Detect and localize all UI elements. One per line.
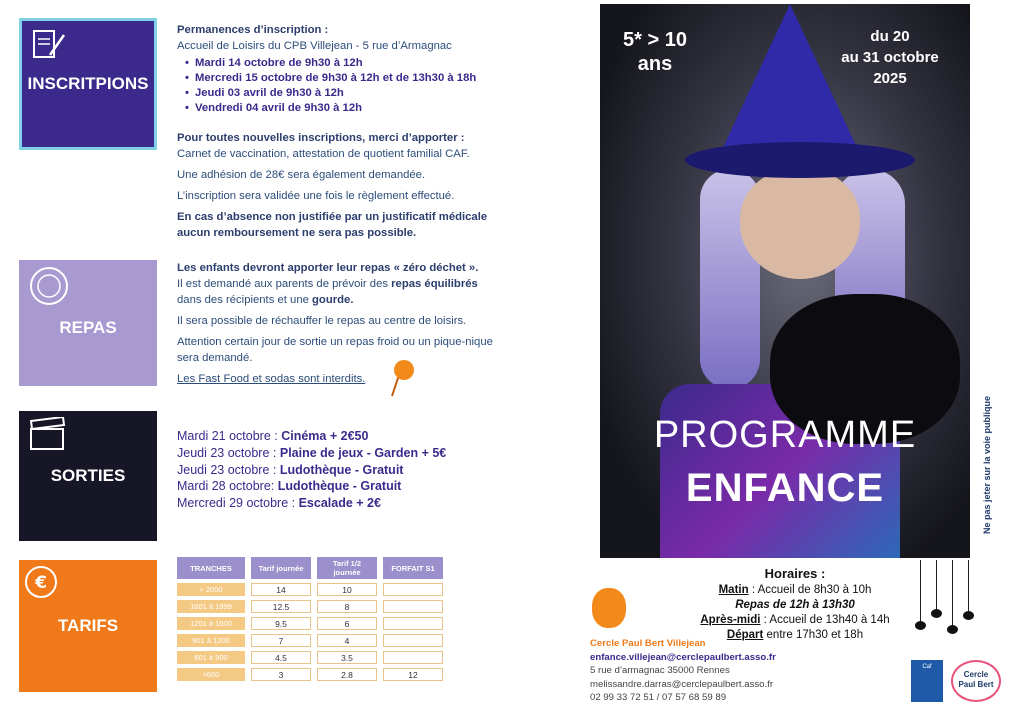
inscription-date: • Jeudi 03 avril de 9h30 à 12h xyxy=(185,86,507,101)
contact-block xyxy=(590,637,776,705)
horaires-repas: Repas de 12h à 13h30 xyxy=(735,599,855,611)
repas-line3: Il sera possible de réchauffer le repas au centre de loisirs. xyxy=(177,315,467,327)
contact-address: 5 rue d’armagnac 35000 Rennes xyxy=(590,665,730,676)
pumpkin-icon xyxy=(592,588,626,628)
inscription-date: • Vendredi 04 avril de 9h30 à 12h xyxy=(185,101,507,116)
new-inscription-title: Pour toutes nouvelles inscriptions, merci d’apporter : xyxy=(177,132,465,144)
repas-line1: Les enfants devront apporter leur repas « zéro déchet ». xyxy=(177,262,479,274)
plate-icon xyxy=(27,264,71,308)
spider-icon xyxy=(968,560,969,612)
horaires-apm: Après-midi : Accueil de 13h40 à 14h xyxy=(700,614,890,626)
poster-image xyxy=(600,4,970,558)
repas-block xyxy=(177,260,497,392)
repas-line2: Il est demandé aux parents de prévoir des repas équilibrés dans des récipients et une gourde. xyxy=(177,278,478,306)
table-header: TRANCHES xyxy=(177,557,245,579)
period-dates: du 20 au 31 octobre 2025 xyxy=(841,28,939,87)
age-range: 5* > 10 ans xyxy=(623,29,687,75)
table-row: 901 à 1200 7 4 xyxy=(177,634,443,647)
horaires-depart: Départ entre 17h30 et 18h xyxy=(726,629,864,641)
inscription-block xyxy=(177,22,507,116)
repas-heading: REPAS xyxy=(59,318,117,337)
table-header: Tarif journée xyxy=(251,557,311,579)
absence-text: En cas d’absence non justifiée par un justificatif médicale aucun remboursement ne sera pas possible. xyxy=(177,211,488,239)
adhesion-text: Une adhésion de 28€ sera également demandée. xyxy=(177,169,426,181)
sortie-item: Jeudi 23 octobre : Ludothèque - Gratuit xyxy=(177,462,404,477)
contact-email-2[interactable]: melissandre.darras@cerclepaulbert.asso.fr xyxy=(590,678,774,690)
inscriptions-tile xyxy=(19,18,157,150)
inscription-place: Accueil de Loisirs du CPB Villejean - 5 rue d’Armagnac xyxy=(177,40,452,52)
table-row: > 2000 14 10 xyxy=(177,583,443,596)
horaires-block xyxy=(690,566,900,643)
svg-text:€: € xyxy=(35,573,47,593)
euro-icon xyxy=(23,564,59,600)
table-header: FORFAIT S1 xyxy=(383,557,443,579)
lollipop-icon xyxy=(388,358,416,398)
inscription-title: Permanences d’inscription : xyxy=(177,24,329,36)
repas-tile xyxy=(19,260,157,386)
repas-line4: Attention certain jour de sortie un repas froid ou un pique-nique sera demandé. xyxy=(177,336,493,364)
programme-title: PROGRAMME xyxy=(653,414,917,456)
validation-text: L’inscription sera validée une fois le règlement effectué. xyxy=(177,190,455,202)
spider-icon xyxy=(936,560,937,610)
spider-icon xyxy=(920,560,921,622)
horaires-title: Horaires : xyxy=(764,566,826,581)
contact-phones: 02 99 33 72 51 / 07 57 68 59 89 xyxy=(590,692,727,703)
sortie-item: Mardi 28 octobre: Ludothèque - Gratuit xyxy=(177,479,402,494)
clapperboard-icon xyxy=(27,417,69,451)
repas-line5: Les Fast Food et sodas sont interdits. xyxy=(177,373,366,385)
document-pen-icon xyxy=(28,25,68,65)
inscription-info xyxy=(177,130,497,246)
inscription-dates xyxy=(177,56,507,116)
table-header: Tarif 1/2 journée xyxy=(317,557,377,579)
sortie-item: Mardi 21 octobre : Cinéma + 2€50 xyxy=(177,429,369,443)
sortie-item: Jeudi 23 octobre : Plaine de jeux - Garden + 5€ xyxy=(177,445,447,460)
tarifs-table xyxy=(171,553,449,685)
inscription-date: • Mercredi 15 octobre de 9h30 à 12h et de 13h30 à 18h xyxy=(185,71,507,86)
table-row: 1601 à 1999 12.5 8 xyxy=(177,600,443,613)
inscriptions-heading: INSCRITPIONS xyxy=(27,74,149,93)
sortie-item: Mercredi 29 octobre : Escalade + 2€ xyxy=(177,496,381,511)
tarifs-heading: TARIFS xyxy=(57,616,119,635)
table-row: 1201 à 1600 9.5 6 xyxy=(177,617,443,630)
table-row: <600 3 2.8 12 xyxy=(177,668,443,681)
table-row: 601 à 900 4.5 3.5 xyxy=(177,651,443,664)
contact-email[interactable]: enfance.villejean@cerclepaulbert.asso.fr xyxy=(590,651,776,663)
enfance-title: ENFANCE xyxy=(685,466,885,510)
cercle-paul-bert-logo: Cercle Paul Bert xyxy=(951,660,1001,702)
org-name: Cercle Paul Bert Villejean xyxy=(590,638,706,649)
horaires-matin: Matin : Accueil de 8h30 à 10h xyxy=(718,584,872,596)
spider-icon xyxy=(952,560,953,626)
litter-note: Ne pas jeter sur la voie publique xyxy=(982,395,992,535)
inscription-date: • Mardi 14 octobre de 9h30 à 12h xyxy=(185,56,507,71)
tarifs-tile xyxy=(19,560,157,692)
sorties-heading: SORTIES xyxy=(50,466,126,485)
sorties-list xyxy=(177,428,446,512)
caf-logo: Caf xyxy=(911,660,943,702)
sorties-tile xyxy=(19,411,157,541)
new-inscription-docs: Carnet de vaccination, attestation de quotient familial CAF. xyxy=(177,148,470,160)
